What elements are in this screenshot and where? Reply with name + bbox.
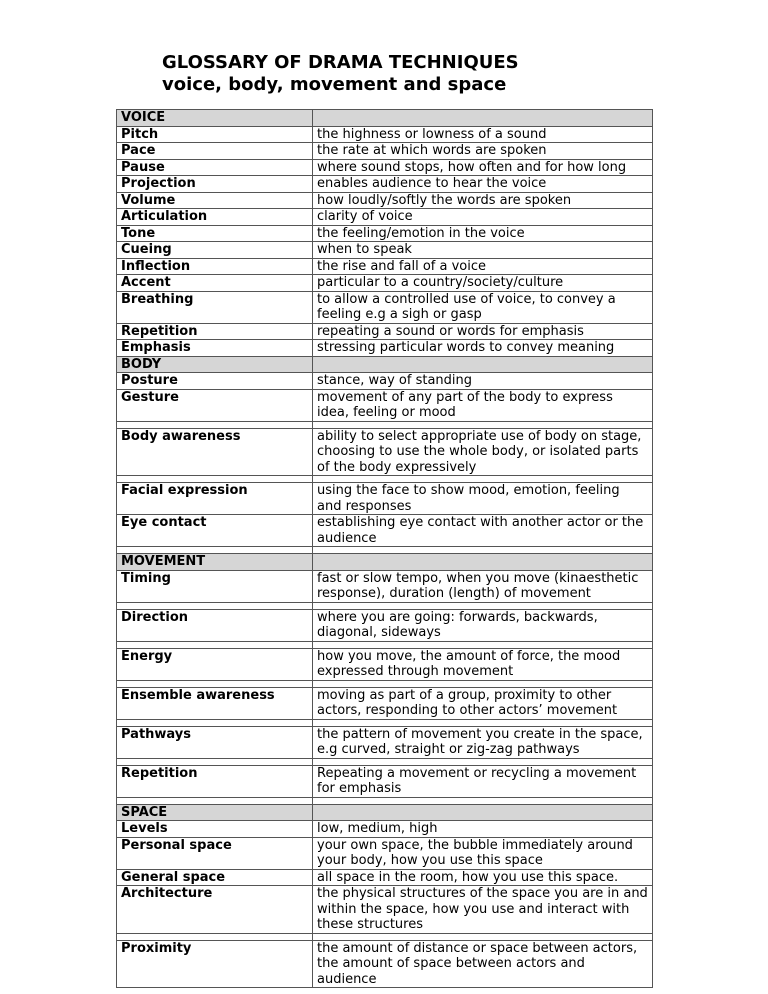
row-spacer (117, 758, 653, 765)
glossary-row (117, 648, 653, 680)
term: General space (117, 869, 313, 886)
term: Tone (117, 225, 313, 242)
glossary-row (117, 886, 653, 934)
term: Ensemble awareness (117, 687, 313, 719)
row-spacer (117, 680, 653, 687)
glossary-row (117, 176, 653, 193)
term: Posture (117, 373, 313, 390)
glossary-row (117, 275, 653, 292)
glossary-row (117, 609, 653, 641)
definition: the amount of distance or space between actors, the amount of space between actors and audience (313, 940, 653, 988)
definition: stressing particular words to convey meaning (313, 340, 653, 357)
glossary-row (117, 940, 653, 988)
definition: using the face to show mood, emotion, feeling and responses (313, 483, 653, 515)
title-line-2: voice, body, movement and space (162, 74, 507, 95)
section-header-blank (313, 356, 653, 373)
definition: all space in the room, how you use this space. (313, 869, 653, 886)
glossary-row (117, 515, 653, 547)
term: Gesture (117, 389, 313, 421)
term: Pause (117, 159, 313, 176)
section-header-blank (313, 804, 653, 821)
glossary-row (117, 143, 653, 160)
definition: the highness or lowness of a sound (313, 126, 653, 143)
glossary-row (117, 373, 653, 390)
glossary-row (117, 726, 653, 758)
definition: where sound stops, how often and for how long (313, 159, 653, 176)
glossary-row (117, 428, 653, 476)
term: Accent (117, 275, 313, 292)
definition: fast or slow tempo, when you move (kinaesthetic response), duration (length) of movement (313, 570, 653, 602)
document-title (162, 52, 519, 96)
glossary-row (117, 258, 653, 275)
definition: your own space, the bubble immediately around your body, how you use this space (313, 837, 653, 869)
definition: when to speak (313, 242, 653, 259)
glossary-row (117, 837, 653, 869)
row-spacer (117, 641, 653, 648)
term: Pitch (117, 126, 313, 143)
glossary-row (117, 483, 653, 515)
section-header-movement (117, 554, 653, 571)
glossary-row (117, 291, 653, 323)
section-title: VOICE (117, 110, 313, 127)
definition: ability to select appropriate use of body on stage, choosing to use the whole body, or isolated parts of the body expressively (313, 428, 653, 476)
term: Body awareness (117, 428, 313, 476)
term: Direction (117, 609, 313, 641)
term: Energy (117, 648, 313, 680)
definition: establishing eye contact with another actor or the audience (313, 515, 653, 547)
definition: the rise and fall of a voice (313, 258, 653, 275)
glossary-row (117, 192, 653, 209)
definition: low, medium, high (313, 821, 653, 838)
definition: repeating a sound or words for emphasis (313, 323, 653, 340)
title-line-1: GLOSSARY OF DRAMA TECHNIQUES (162, 52, 519, 73)
definition: how loudly/softly the words are spoken (313, 192, 653, 209)
term: Repetition (117, 765, 313, 797)
glossary-row (117, 869, 653, 886)
section-title: BODY (117, 356, 313, 373)
term: Inflection (117, 258, 313, 275)
row-spacer (117, 476, 653, 483)
section-header-blank (313, 554, 653, 571)
glossary-row (117, 821, 653, 838)
definition: movement of any part of the body to express idea, feeling or mood (313, 389, 653, 421)
section-header-voice (117, 110, 653, 127)
glossary-table (116, 109, 653, 988)
glossary-row (117, 765, 653, 797)
definition: moving as part of a group, proximity to other actors, responding to other actors’ movement (313, 687, 653, 719)
definition: how you move, the amount of force, the mood expressed through movement (313, 648, 653, 680)
glossary-row (117, 242, 653, 259)
definition: enables audience to hear the voice (313, 176, 653, 193)
term: Architecture (117, 886, 313, 934)
row-spacer (117, 602, 653, 609)
definition: stance, way of standing (313, 373, 653, 390)
glossary-row (117, 687, 653, 719)
definition: where you are going: forwards, backwards, diagonal, sideways (313, 609, 653, 641)
definition: particular to a country/society/culture (313, 275, 653, 292)
term: Pathways (117, 726, 313, 758)
row-spacer (117, 719, 653, 726)
term: Eye contact (117, 515, 313, 547)
term: Volume (117, 192, 313, 209)
section-title: SPACE (117, 804, 313, 821)
definition: the rate at which words are spoken (313, 143, 653, 160)
glossary-row (117, 340, 653, 357)
definition: the physical structures of the space you are in and within the space, how you use and interact with these structures (313, 886, 653, 934)
section-title: MOVEMENT (117, 554, 313, 571)
row-spacer (117, 547, 653, 554)
glossary-row (117, 225, 653, 242)
term: Levels (117, 821, 313, 838)
glossary-row (117, 389, 653, 421)
term: Breathing (117, 291, 313, 323)
section-header-space (117, 804, 653, 821)
term: Personal space (117, 837, 313, 869)
term: Emphasis (117, 340, 313, 357)
definition: the pattern of movement you create in the space, e.g curved, straight or zig-zag pathways (313, 726, 653, 758)
term: Timing (117, 570, 313, 602)
term: Articulation (117, 209, 313, 226)
section-header-body (117, 356, 653, 373)
term: Projection (117, 176, 313, 193)
glossary-row (117, 126, 653, 143)
glossary-body (117, 110, 653, 988)
glossary-row (117, 323, 653, 340)
row-spacer (117, 797, 653, 804)
definition: Repeating a movement or recycling a movement for emphasis (313, 765, 653, 797)
definition: to allow a controlled use of voice, to convey a feeling e.g a sigh or gasp (313, 291, 653, 323)
glossary-row (117, 159, 653, 176)
term: Facial expression (117, 483, 313, 515)
row-spacer (117, 421, 653, 428)
row-spacer (117, 933, 653, 940)
section-header-blank (313, 110, 653, 127)
term: Proximity (117, 940, 313, 988)
term: Pace (117, 143, 313, 160)
term: Cueing (117, 242, 313, 259)
glossary-row (117, 209, 653, 226)
term: Repetition (117, 323, 313, 340)
definition: the feeling/emotion in the voice (313, 225, 653, 242)
glossary-row (117, 570, 653, 602)
definition: clarity of voice (313, 209, 653, 226)
